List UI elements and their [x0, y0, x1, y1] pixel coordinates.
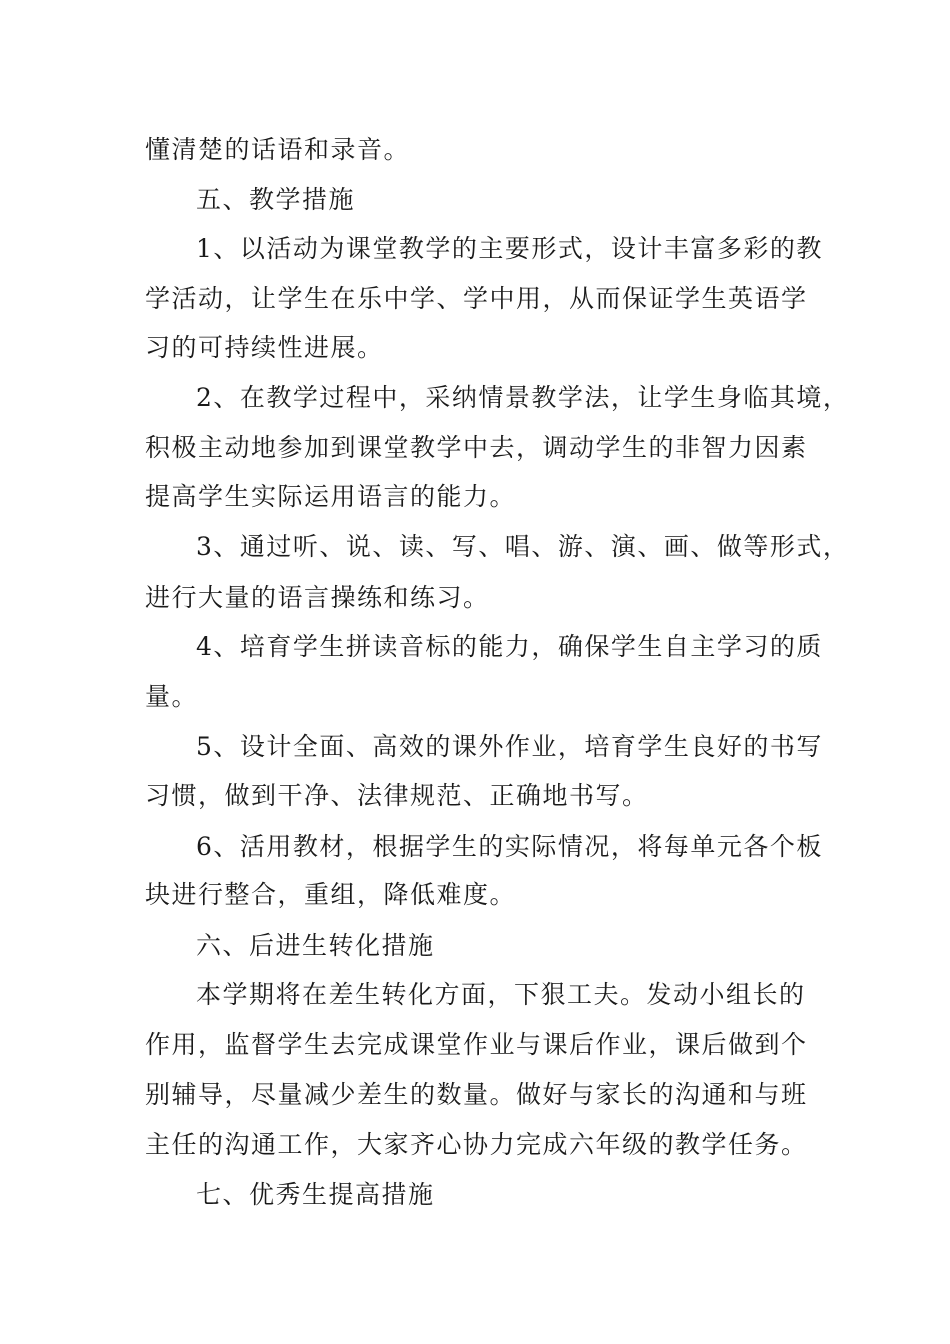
text-line: 主任的沟通工作，大家齐心协力完成六年级的教学任务。 — [145, 1130, 808, 1159]
section-heading: 六、后进生转化措施 — [196, 931, 435, 960]
text-line: 别辅导，尽量减少差生的数量。做好与家长的沟通和与班 — [145, 1080, 808, 1109]
section-heading: 五、教学措施 — [196, 185, 356, 214]
text-line: 3、通过听、说、读、写、唱、游、演、画、做等形式， — [196, 532, 850, 561]
text-line: 2、在教学过程中，采纳情景教学法，让学生身临其境， — [196, 383, 850, 412]
text-line: 本学期将在差生转化方面，下狠工夫。发动小组长的 — [196, 980, 806, 1009]
text-line: 6、活用教材，根据学生的实际情况，将每单元各个板 — [196, 832, 823, 861]
section-heading: 七、优秀生提高措施 — [196, 1180, 435, 1209]
text-line: 1、以活动为课堂教学的主要形式，设计丰富多彩的教 — [196, 234, 823, 263]
text-line: 作用，监督学生去完成课堂作业与课后作业，课后做到个 — [145, 1030, 808, 1059]
text-line: 块进行整合，重组，降低难度。 — [145, 880, 517, 909]
text-line: 习的可持续性进展。 — [145, 333, 384, 362]
text-line: 懂清楚的话语和录音。 — [145, 135, 411, 164]
text-line: 积极主动地参加到课堂教学中去，调动学生的非智力因素 — [145, 433, 808, 462]
text-line: 进行大量的语言操练和练习。 — [145, 583, 490, 612]
text-line: 提高学生实际运用语言的能力。 — [145, 482, 517, 511]
text-line: 量。 — [145, 682, 199, 711]
text-line: 学活动，让学生在乐中学、学中用，从而保证学生英语学 — [145, 284, 808, 313]
text-line: 4、培育学生拼读音标的能力，确保学生自主学习的质 — [196, 632, 823, 661]
text-line: 习惯，做到干净、法律规范、正确地书写。 — [145, 781, 649, 810]
text-line: 5、设计全面、高效的课外作业，培育学生良好的书写 — [196, 732, 823, 761]
